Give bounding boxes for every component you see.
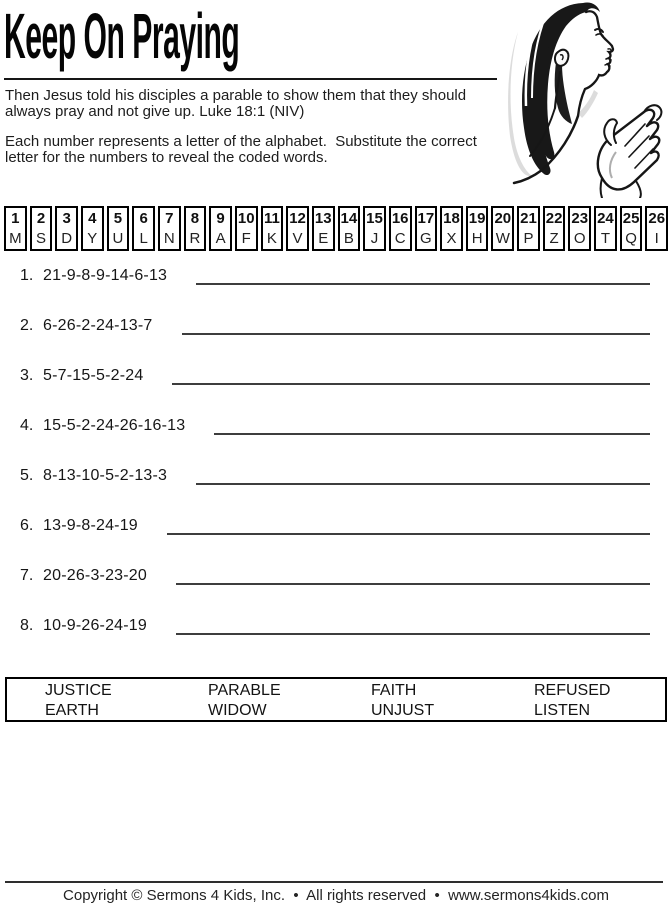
cipher-letter: A [215,230,226,247]
cipher-number: 12 [289,210,306,227]
cipher-number: 5 [113,210,123,227]
instructions-text: Each number represents a letter of the alphabet. Substitute the correct letter for the numbers to reveal the coded words. [5,133,482,166]
cipher-cell [184,206,207,251]
cipher-number: 23 [571,210,589,227]
cipher-number: 24 [597,210,614,227]
cipher-letter: W [495,230,510,247]
puzzle-number: 5. [20,467,34,484]
cipher-number: 9 [216,210,225,227]
cipher-number: 1 [11,210,20,227]
answer-blank-line [167,533,650,535]
word-bank-word: EARTH [45,702,99,719]
cipher-cell [543,206,566,251]
cipher-cell [312,206,335,251]
puzzle-code: 6-26-2-24-13-7 [43,317,153,334]
cipher-cell [55,206,78,251]
cipher-letter: E [318,230,329,247]
cipher-number: 21 [520,210,537,227]
puzzle-number: 1. [20,267,34,284]
cipher-number: 2 [36,210,46,227]
puzzle-list [20,260,650,660]
word-bank-word: UNJUST [371,702,435,719]
cipher-number: 26 [648,210,666,227]
puzzle-code: 10-9-26-24-19 [43,617,147,634]
cipher-cell [261,206,284,251]
cipher-number: 13 [314,210,332,227]
cipher-number: 6 [139,210,148,227]
cipher-letter: L [139,230,148,247]
cipher-number: 16 [391,210,409,227]
cipher-letter: V [292,230,303,247]
cipher-number: 22 [545,210,563,227]
cipher-letter: G [419,230,432,247]
cipher-cell [286,206,309,251]
puzzle-code: 5-7-15-5-2-24 [43,367,144,384]
cipher-key-table [4,206,668,251]
cipher-cell [389,206,412,251]
word-bank-word: REFUSED [534,682,611,699]
cipher-cell [158,206,181,251]
puzzle-number: 2. [20,317,34,334]
cipher-number: 17 [417,210,435,227]
cipher-number: 19 [468,210,486,227]
cipher-letter: B [343,230,354,247]
puzzle-number: 7. [20,567,34,584]
cipher-letter: N [163,230,175,247]
cipher-number: 25 [622,210,640,227]
answer-blank-line [172,383,650,385]
cipher-letter: U [112,230,124,247]
cipher-letter: O [573,230,586,247]
cipher-cell [620,206,643,251]
title-divider [4,78,497,80]
cipher-cell [517,206,540,251]
cipher-letter: Z [549,230,559,247]
cipher-number: 10 [237,210,255,227]
puzzle-row [20,260,650,285]
cipher-letter: I [654,230,659,247]
cipher-letter: P [523,230,534,247]
puzzle-row [20,510,650,535]
cipher-letter: D [61,230,73,247]
cipher-cell [440,206,463,251]
word-bank-box [5,677,667,722]
header [4,0,304,78]
puzzle-row [20,460,650,485]
cipher-cell [107,206,130,251]
cipher-cell [415,206,438,251]
answer-blank-line [214,433,650,435]
cipher-number: 3 [62,210,71,227]
cipher-cell [338,206,361,251]
cipher-cell [491,206,514,251]
puzzle-code: 8-13-10-5-2-13-3 [43,467,168,484]
puzzle-number: 3. [20,367,34,384]
puzzle-code: 15-5-2-24-26-16-13 [43,417,186,434]
cipher-number: 15 [366,210,383,227]
puzzle-row [20,310,650,335]
word-bank-word: PARABLE [208,682,281,699]
cipher-number: 7 [165,210,174,227]
puzzle-row [20,560,650,585]
puzzle-code: 13-9-8-24-19 [43,517,138,534]
footer-divider [5,881,663,883]
puzzle-number: 6. [20,517,34,534]
cipher-cell [209,206,232,251]
scripture-verse: Then Jesus told his disciples a parable to show them that they should always pray and not give up. Luke 18:1 (NIV) [5,87,471,120]
answer-blank-line [196,283,650,285]
cipher-cell [132,206,155,251]
footer-copyright: Copyright © Sermons 4 Kids, Inc. • All rights reserved • www.sermons4kids.com [63,887,609,904]
cipher-letter: K [266,230,277,247]
word-bank-word: FAITH [371,682,417,699]
cipher-letter: C [394,230,406,247]
puzzle-code: 21-9-8-9-14-6-13 [43,267,168,284]
cipher-cell [594,206,617,251]
cipher-cell [235,206,258,251]
cipher-number: 11 [263,210,280,227]
answer-blank-line [176,583,650,585]
cipher-letter: J [370,230,379,247]
answer-blank-line [176,633,650,635]
cipher-letter: Y [87,230,98,247]
puzzle-number: 8. [20,617,34,634]
cipher-cell [645,206,668,251]
cipher-letter: M [9,230,22,247]
cipher-number: 18 [443,210,460,227]
puzzle-number: 4. [20,417,34,434]
cipher-number: 4 [88,210,97,227]
cipher-cell [4,206,27,251]
cipher-letter: T [600,230,610,247]
cipher-letter: X [446,230,457,247]
cipher-letter: Q [625,230,637,247]
answer-blank-line [196,483,650,485]
puzzle-row [20,610,650,635]
cipher-letter: R [189,230,201,247]
cipher-cell [30,206,53,251]
cipher-number: 14 [340,210,358,227]
puzzle-code: 20-26-3-23-20 [43,567,147,584]
cipher-cell [568,206,591,251]
word-bank-word: JUSTICE [45,682,112,699]
puzzle-row [20,410,650,435]
page-title: Keep On Praying [4,0,240,72]
praying-woman-icon [498,2,670,198]
cipher-number: 20 [494,210,512,227]
cipher-letter: H [471,230,483,247]
puzzle-row [20,360,650,385]
word-bank-grid [7,679,665,721]
word-bank-word: LISTEN [534,702,591,719]
cipher-cell [466,206,489,251]
cipher-cell [363,206,386,251]
answer-blank-line [182,333,650,335]
cipher-letter: S [35,230,46,247]
cipher-cell [81,206,104,251]
cipher-number: 8 [190,210,200,227]
cipher-letter: F [241,230,251,247]
praying-woman-illustration [498,2,670,198]
word-bank-word: WIDOW [208,702,267,719]
